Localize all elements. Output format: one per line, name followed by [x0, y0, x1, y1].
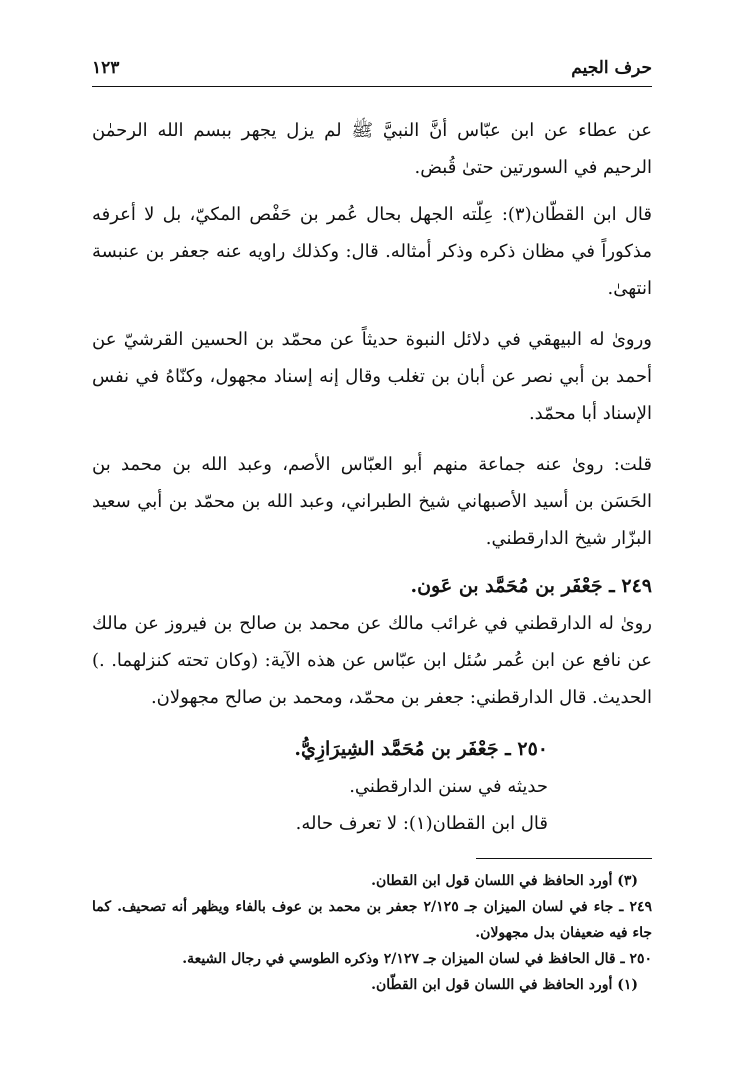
- entry-250-heading: ٢٥٠ ـ جَعْفَر بن مُحَمَّد الشِيرَازِيُّ.: [294, 738, 548, 760]
- paragraph-1: عن عطاء عن ابن عبّاس أنَّ النبيَّ ﷺ لم يزل يجهر ببسم الله الرحمٰن الرحيم في السورتين حتىٰ قُبض.: [92, 120, 652, 178]
- running-header: [92, 58, 652, 84]
- entry-250-line-1: حديثه في سنن الدارقطني.: [349, 776, 548, 797]
- entry-250-line-2: قال ابن القطان(١): لا تعرف حاله.: [295, 813, 548, 834]
- page-number: ١٢٣: [92, 58, 120, 78]
- chapter-title: حرف الجيم: [571, 58, 652, 78]
- footnotes: [92, 868, 652, 998]
- footnote-249: ٢٤٩ ـ جاء في لسان الميزان جـ ٢/١٢٥ جعفر بن محمد بن عوف بالفاء ويظهر أنه تصحيف. كما جاء فيه ضعيفان بدل مجهولان.: [92, 899, 652, 941]
- header-rule: [92, 86, 652, 87]
- paragraph-3: وروىٰ له البيهقي في دلائل النبوة حديثاً عن محمّد بن الحسين القرشيّ عن أحمد بن أبي نصر عن أبان بن تغلب وقال إنه إسناد مجهول، وكنّاهُ في نفس الإسناد أبا محمّد.: [92, 329, 652, 424]
- paragraph-4: قلت: روىٰ عنه جماعة منهم أبو العبّاس الأصم، وعبد الله بن محمد بن الحَسَن بن أسيد الأصبهاني شيخ الطبراني، وعبد الله بن محمّد بن أبي سعيد البزّار شيخ الدارقطني.: [92, 454, 652, 549]
- footnote-1: (١) أورد الحافظ في اللسان قول ابن القطّان.: [371, 977, 638, 993]
- paragraph-2: قال ابن القطّان(٣): عِلّته الجهل بحال عُمر بن حَفْص المكيّ، بل لا أعرفه مذكوراً في مظان ذكره وذكر أمثاله. قال: وكذلك راويه عنه جعفر بن عنبسة انتهىٰ.: [92, 204, 652, 299]
- main-text: [92, 112, 652, 842]
- footnote-250: ٢٥٠ ـ قال الحافظ في لسان الميزان جـ ٢/١٢٧ وذكره الطوسي في رجال الشيعة.: [182, 951, 652, 967]
- footnote-3: (٣) أورد الحافظ في اللسان قول ابن القطان.: [371, 873, 638, 889]
- entry-249-heading: ٢٤٩ ـ جَعْفَر بن مُحَمَّد بن عَون.: [410, 575, 652, 597]
- entry-249-text: روىٰ له الدارقطني في غرائب مالك عن محمد بن صالح بن فيروز عن مالك عن نافع عن ابن عُمر سُئل ابن عبّاس عن هذه الآية: (وكان تحته كنزلهما. .) الحديث. قال الدارقطني: جعفر بن محمّد، ومحمد بن صالح مجهولان.: [92, 613, 652, 708]
- footnote-rule: [476, 858, 652, 859]
